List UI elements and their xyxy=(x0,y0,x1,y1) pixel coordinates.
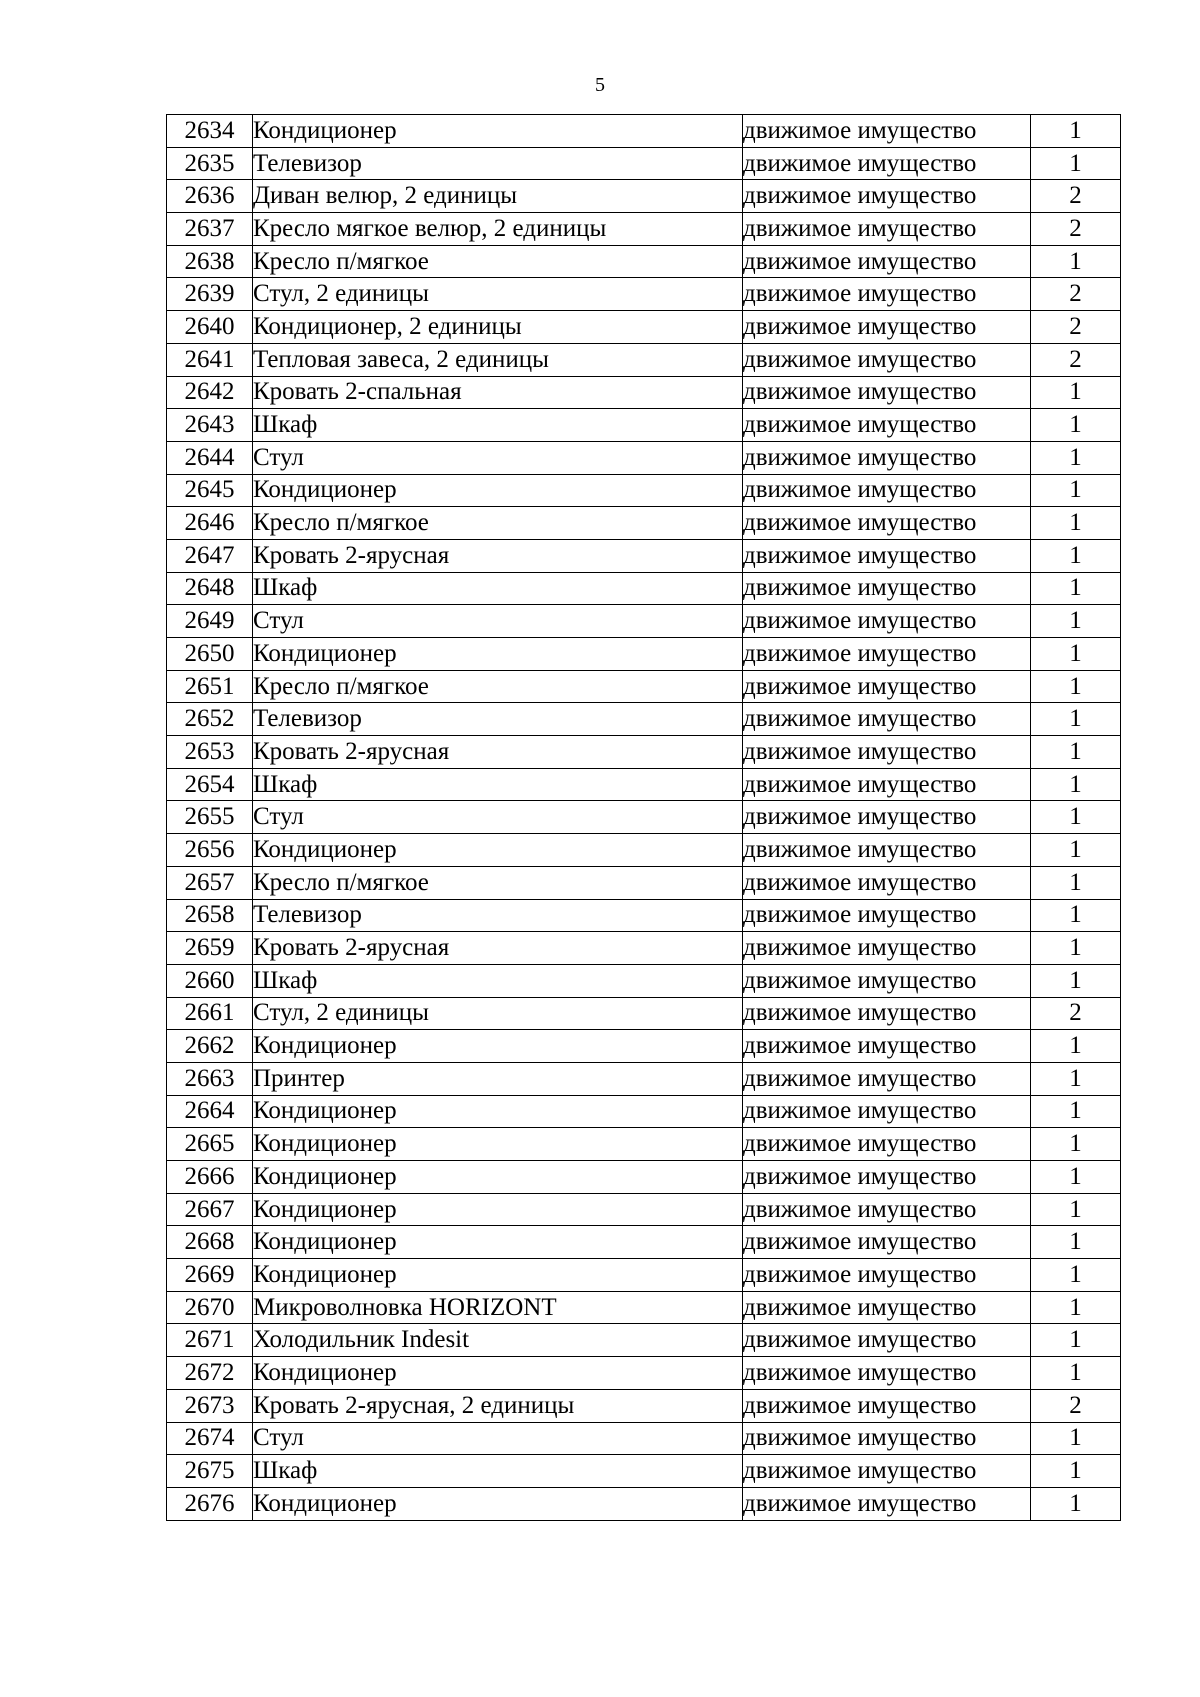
table-row xyxy=(167,1422,1121,1455)
table-row xyxy=(167,343,1121,376)
table-row xyxy=(167,736,1121,769)
row-number-cell: 2668 xyxy=(167,1226,253,1259)
property-type-cell: движимое имущество xyxy=(743,1455,1031,1488)
quantity-cell: 1 xyxy=(1031,409,1121,442)
table-row xyxy=(167,932,1121,965)
row-number-cell: 2669 xyxy=(167,1259,253,1292)
property-type-cell: движимое имущество xyxy=(743,507,1031,540)
quantity-cell: 1 xyxy=(1031,1161,1121,1194)
quantity-cell: 1 xyxy=(1031,834,1121,867)
inventory-table-body xyxy=(167,115,1121,1521)
quantity-cell: 1 xyxy=(1031,245,1121,278)
table-row xyxy=(167,245,1121,278)
item-name-cell: Кондиционер xyxy=(253,1030,743,1063)
quantity-cell: 1 xyxy=(1031,441,1121,474)
item-name-cell: Шкаф xyxy=(253,572,743,605)
table-row xyxy=(167,605,1121,638)
row-number-cell: 2637 xyxy=(167,213,253,246)
property-type-cell: движимое имущество xyxy=(743,376,1031,409)
item-name-cell: Холодильник Indesit xyxy=(253,1324,743,1357)
table-row xyxy=(167,1030,1121,1063)
table-row xyxy=(167,1455,1121,1488)
row-number-cell: 2652 xyxy=(167,703,253,736)
item-name-cell: Стул xyxy=(253,801,743,834)
quantity-cell: 1 xyxy=(1031,572,1121,605)
row-number-cell: 2670 xyxy=(167,1291,253,1324)
row-number-cell: 2675 xyxy=(167,1455,253,1488)
table-row xyxy=(167,899,1121,932)
row-number-cell: 2643 xyxy=(167,409,253,442)
quantity-cell: 1 xyxy=(1031,638,1121,671)
quantity-cell: 1 xyxy=(1031,539,1121,572)
quantity-cell: 1 xyxy=(1031,1128,1121,1161)
row-number-cell: 2644 xyxy=(167,441,253,474)
table-row xyxy=(167,1389,1121,1422)
property-type-cell: движимое имущество xyxy=(743,1291,1031,1324)
row-number-cell: 2641 xyxy=(167,343,253,376)
table-row xyxy=(167,638,1121,671)
quantity-cell: 1 xyxy=(1031,1291,1121,1324)
row-number-cell: 2664 xyxy=(167,1095,253,1128)
row-number-cell: 2639 xyxy=(167,278,253,311)
item-name-cell: Стул, 2 единицы xyxy=(253,997,743,1030)
property-type-cell: движимое имущество xyxy=(743,539,1031,572)
row-number-cell: 2665 xyxy=(167,1128,253,1161)
table-row xyxy=(167,376,1121,409)
table-row xyxy=(167,1357,1121,1390)
row-number-cell: 2676 xyxy=(167,1487,253,1520)
item-name-cell: Кондиционер xyxy=(253,1193,743,1226)
quantity-cell: 2 xyxy=(1031,278,1121,311)
item-name-cell: Кресло п/мягкое xyxy=(253,245,743,278)
table-row xyxy=(167,1226,1121,1259)
property-type-cell: движимое имущество xyxy=(743,834,1031,867)
row-number-cell: 2657 xyxy=(167,866,253,899)
row-number-cell: 2635 xyxy=(167,147,253,180)
property-type-cell: движимое имущество xyxy=(743,441,1031,474)
item-name-cell: Кровать 2-ярусная xyxy=(253,539,743,572)
row-number-cell: 2648 xyxy=(167,572,253,605)
row-number-cell: 2671 xyxy=(167,1324,253,1357)
row-number-cell: 2654 xyxy=(167,768,253,801)
inventory-table xyxy=(166,114,1121,1521)
item-name-cell: Кресло п/мягкое xyxy=(253,866,743,899)
item-name-cell: Кровать 2-ярусная xyxy=(253,736,743,769)
page-number: 5 xyxy=(595,74,605,96)
table-row xyxy=(167,572,1121,605)
quantity-cell: 1 xyxy=(1031,1226,1121,1259)
quantity-cell: 1 xyxy=(1031,1422,1121,1455)
property-type-cell: движимое имущество xyxy=(743,572,1031,605)
item-name-cell: Кондиционер xyxy=(253,115,743,148)
table-row xyxy=(167,1128,1121,1161)
property-type-cell: движимое имущество xyxy=(743,899,1031,932)
item-name-cell: Кондиционер xyxy=(253,1161,743,1194)
quantity-cell: 1 xyxy=(1031,932,1121,965)
quantity-cell: 1 xyxy=(1031,768,1121,801)
property-type-cell: движимое имущество xyxy=(743,180,1031,213)
property-type-cell: движимое имущество xyxy=(743,1226,1031,1259)
item-name-cell: Кондиционер xyxy=(253,1095,743,1128)
item-name-cell: Кондиционер xyxy=(253,1259,743,1292)
table-row xyxy=(167,670,1121,703)
table-row xyxy=(167,409,1121,442)
quantity-cell: 2 xyxy=(1031,180,1121,213)
item-name-cell: Кондиционер xyxy=(253,1357,743,1390)
table-row xyxy=(167,997,1121,1030)
table-row xyxy=(167,115,1121,148)
quantity-cell: 1 xyxy=(1031,703,1121,736)
property-type-cell: движимое имущество xyxy=(743,213,1031,246)
quantity-cell: 1 xyxy=(1031,899,1121,932)
property-type-cell: движимое имущество xyxy=(743,278,1031,311)
row-number-cell: 2658 xyxy=(167,899,253,932)
quantity-cell: 2 xyxy=(1031,1389,1121,1422)
quantity-cell: 1 xyxy=(1031,1324,1121,1357)
quantity-cell: 1 xyxy=(1031,1357,1121,1390)
property-type-cell: движимое имущество xyxy=(743,343,1031,376)
quantity-cell: 1 xyxy=(1031,1193,1121,1226)
table-row xyxy=(167,507,1121,540)
property-type-cell: движимое имущество xyxy=(743,1062,1031,1095)
item-name-cell: Стул xyxy=(253,1422,743,1455)
property-type-cell: движимое имущество xyxy=(743,736,1031,769)
table-row xyxy=(167,1193,1121,1226)
property-type-cell: движимое имущество xyxy=(743,964,1031,997)
property-type-cell: движимое имущество xyxy=(743,1095,1031,1128)
table-row xyxy=(167,801,1121,834)
item-name-cell: Кресло п/мягкое xyxy=(253,507,743,540)
property-type-cell: движимое имущество xyxy=(743,801,1031,834)
row-number-cell: 2651 xyxy=(167,670,253,703)
row-number-cell: 2656 xyxy=(167,834,253,867)
table-row xyxy=(167,703,1121,736)
row-number-cell: 2667 xyxy=(167,1193,253,1226)
quantity-cell: 1 xyxy=(1031,801,1121,834)
item-name-cell: Кондиционер xyxy=(253,474,743,507)
row-number-cell: 2640 xyxy=(167,311,253,344)
item-name-cell: Диван велюр, 2 единицы xyxy=(253,180,743,213)
table-row xyxy=(167,1324,1121,1357)
quantity-cell: 2 xyxy=(1031,213,1121,246)
table-row xyxy=(167,1161,1121,1194)
property-type-cell: движимое имущество xyxy=(743,1389,1031,1422)
table-row xyxy=(167,1259,1121,1292)
row-number-cell: 2674 xyxy=(167,1422,253,1455)
table-row xyxy=(167,866,1121,899)
property-type-cell: движимое имущество xyxy=(743,997,1031,1030)
quantity-cell: 1 xyxy=(1031,736,1121,769)
property-type-cell: движимое имущество xyxy=(743,1487,1031,1520)
item-name-cell: Телевизор xyxy=(253,147,743,180)
table-row xyxy=(167,474,1121,507)
quantity-cell: 1 xyxy=(1031,605,1121,638)
quantity-cell: 1 xyxy=(1031,376,1121,409)
property-type-cell: движимое имущество xyxy=(743,1193,1031,1226)
table-row xyxy=(167,1062,1121,1095)
property-type-cell: движимое имущество xyxy=(743,1422,1031,1455)
quantity-cell: 1 xyxy=(1031,1062,1121,1095)
quantity-cell: 1 xyxy=(1031,1487,1121,1520)
quantity-cell: 1 xyxy=(1031,866,1121,899)
row-number-cell: 2642 xyxy=(167,376,253,409)
item-name-cell: Стул, 2 единицы xyxy=(253,278,743,311)
row-number-cell: 2638 xyxy=(167,245,253,278)
table-row xyxy=(167,768,1121,801)
row-number-cell: 2645 xyxy=(167,474,253,507)
property-type-cell: движимое имущество xyxy=(743,605,1031,638)
quantity-cell: 1 xyxy=(1031,1095,1121,1128)
property-type-cell: движимое имущество xyxy=(743,1030,1031,1063)
item-name-cell: Шкаф xyxy=(253,768,743,801)
item-name-cell: Кровать 2-ярусная, 2 единицы xyxy=(253,1389,743,1422)
item-name-cell: Кондиционер xyxy=(253,1128,743,1161)
quantity-cell: 1 xyxy=(1031,1455,1121,1488)
table-row xyxy=(167,213,1121,246)
item-name-cell: Кондиционер xyxy=(253,834,743,867)
quantity-cell: 2 xyxy=(1031,343,1121,376)
quantity-cell: 2 xyxy=(1031,997,1121,1030)
row-number-cell: 2659 xyxy=(167,932,253,965)
property-type-cell: движимое имущество xyxy=(743,1324,1031,1357)
quantity-cell: 2 xyxy=(1031,311,1121,344)
quantity-cell: 1 xyxy=(1031,964,1121,997)
table-row xyxy=(167,311,1121,344)
table-row xyxy=(167,441,1121,474)
row-number-cell: 2662 xyxy=(167,1030,253,1063)
row-number-cell: 2647 xyxy=(167,539,253,572)
table-row xyxy=(167,1291,1121,1324)
table-row xyxy=(167,147,1121,180)
property-type-cell: движимое имущество xyxy=(743,932,1031,965)
property-type-cell: движимое имущество xyxy=(743,866,1031,899)
property-type-cell: движимое имущество xyxy=(743,670,1031,703)
row-number-cell: 2663 xyxy=(167,1062,253,1095)
item-name-cell: Шкаф xyxy=(253,409,743,442)
item-name-cell: Телевизор xyxy=(253,899,743,932)
quantity-cell: 1 xyxy=(1031,1030,1121,1063)
quantity-cell: 1 xyxy=(1031,1259,1121,1292)
property-type-cell: движимое имущество xyxy=(743,703,1031,736)
item-name-cell: Стул xyxy=(253,441,743,474)
item-name-cell: Микроволновка HORIZONT xyxy=(253,1291,743,1324)
item-name-cell: Кондиционер xyxy=(253,1487,743,1520)
row-number-cell: 2646 xyxy=(167,507,253,540)
item-name-cell: Шкаф xyxy=(253,964,743,997)
property-type-cell: движимое имущество xyxy=(743,638,1031,671)
table-row xyxy=(167,278,1121,311)
table-row xyxy=(167,1487,1121,1520)
row-number-cell: 2636 xyxy=(167,180,253,213)
property-type-cell: движимое имущество xyxy=(743,1259,1031,1292)
quantity-cell: 1 xyxy=(1031,115,1121,148)
item-name-cell: Кондиционер, 2 единицы xyxy=(253,311,743,344)
property-type-cell: движимое имущество xyxy=(743,1357,1031,1390)
quantity-cell: 1 xyxy=(1031,147,1121,180)
item-name-cell: Тепловая завеса, 2 единицы xyxy=(253,343,743,376)
quantity-cell: 1 xyxy=(1031,670,1121,703)
row-number-cell: 2649 xyxy=(167,605,253,638)
table-row xyxy=(167,539,1121,572)
table-row xyxy=(167,1095,1121,1128)
property-type-cell: движимое имущество xyxy=(743,147,1031,180)
property-type-cell: движимое имущество xyxy=(743,245,1031,278)
row-number-cell: 2650 xyxy=(167,638,253,671)
item-name-cell: Кондиционер xyxy=(253,638,743,671)
property-type-cell: движимое имущество xyxy=(743,311,1031,344)
row-number-cell: 2666 xyxy=(167,1161,253,1194)
item-name-cell: Кресло мягкое велюр, 2 единицы xyxy=(253,213,743,246)
table-row xyxy=(167,180,1121,213)
quantity-cell: 1 xyxy=(1031,474,1121,507)
row-number-cell: 2660 xyxy=(167,964,253,997)
table-row xyxy=(167,964,1121,997)
row-number-cell: 2672 xyxy=(167,1357,253,1390)
property-type-cell: движимое имущество xyxy=(743,409,1031,442)
item-name-cell: Кровать 2-спальная xyxy=(253,376,743,409)
table-row xyxy=(167,834,1121,867)
row-number-cell: 2661 xyxy=(167,997,253,1030)
row-number-cell: 2653 xyxy=(167,736,253,769)
property-type-cell: движимое имущество xyxy=(743,768,1031,801)
item-name-cell: Кровать 2-ярусная xyxy=(253,932,743,965)
property-type-cell: движимое имущество xyxy=(743,115,1031,148)
property-type-cell: движимое имущество xyxy=(743,474,1031,507)
item-name-cell: Стул xyxy=(253,605,743,638)
row-number-cell: 2634 xyxy=(167,115,253,148)
property-type-cell: движимое имущество xyxy=(743,1161,1031,1194)
item-name-cell: Телевизор xyxy=(253,703,743,736)
item-name-cell: Шкаф xyxy=(253,1455,743,1488)
row-number-cell: 2655 xyxy=(167,801,253,834)
quantity-cell: 1 xyxy=(1031,507,1121,540)
item-name-cell: Принтер xyxy=(253,1062,743,1095)
item-name-cell: Кресло п/мягкое xyxy=(253,670,743,703)
item-name-cell: Кондиционер xyxy=(253,1226,743,1259)
row-number-cell: 2673 xyxy=(167,1389,253,1422)
property-type-cell: движимое имущество xyxy=(743,1128,1031,1161)
